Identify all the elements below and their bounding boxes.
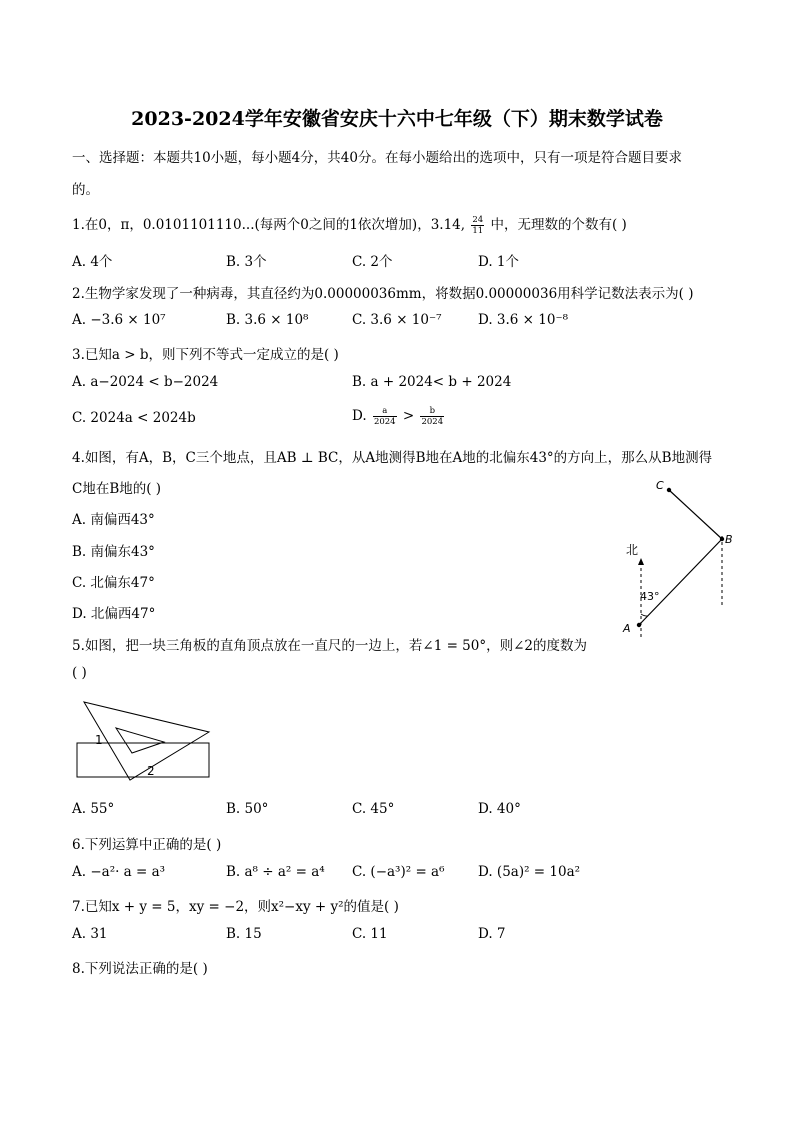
frac-b-numerator: b — [420, 406, 444, 417]
question-6-option-d[interactable]: D. (5a)² = 10a² — [478, 864, 581, 880]
question-5-option-d[interactable]: D. 40° — [478, 801, 521, 817]
question-1-stem-text: 1.在0，π，0.0101101110...(每两个0之间的1依次增加)，3.14, — [72, 217, 466, 233]
angle-label: 43° — [640, 590, 660, 603]
point-b-label: B — [725, 533, 733, 546]
point-c — [667, 488, 671, 492]
north-label: 北 — [626, 543, 639, 557]
question-3-option-d-frac-b — [420, 406, 444, 427]
question-5-stem-line1: 5.如图，把一块三角板的直角顶点放在一直尺的一边上，若∠1 = 50°，则∠2的度数为 — [72, 638, 588, 654]
question-4-stem-line1: 4.如图，有A，B，C三个地点，且AB ⊥ BC，从A地测得B地在A地的北偏东43°的方向上，那么从B地测得 — [72, 450, 713, 466]
question-1-option-c[interactable]: C. 2个 — [352, 254, 393, 270]
question-7-option-a[interactable]: A. 31 — [72, 926, 108, 942]
angle-arc — [641, 614, 648, 616]
question-3-option-d-sign: > — [402, 408, 415, 424]
question-3-option-d-label: D. — [352, 408, 367, 424]
point-a — [637, 623, 641, 627]
point-a-label: A — [623, 622, 631, 635]
frac-b-denominator: 2024 — [421, 417, 444, 427]
north-arrow-icon — [638, 558, 644, 565]
question-4-option-c[interactable]: C. 北偏东47° — [72, 575, 155, 591]
question-4-option-a[interactable]: A. 南偏西43° — [72, 512, 155, 528]
question-2-option-c[interactable]: C. 3.6 × 10⁻⁷ — [352, 312, 442, 328]
section-header-line2: 的。 — [72, 182, 99, 198]
question-8-stem: 8.下列说法正确的是( ) — [72, 961, 208, 977]
question-4-figure — [610, 470, 750, 640]
question-5-stem-line2: ( ) — [72, 665, 87, 681]
question-2-option-b[interactable]: B. 3.6 × 10⁸ — [226, 312, 309, 328]
question-3-option-a[interactable]: A. a−2024 < b−2024 — [72, 374, 219, 390]
question-5-figure — [70, 695, 220, 785]
question-6-option-a[interactable]: A. −a²· a = a³ — [72, 864, 166, 880]
question-4-option-b[interactable]: B. 南偏东43° — [72, 544, 155, 560]
page-title: 2023-2024学年安徽省安庆十六中七年级（下）期末数学试卷 — [131, 108, 663, 130]
question-1-option-b[interactable]: B. 3个 — [226, 254, 267, 270]
question-2-stem: 2.生物学家发现了一种病毒，其直径约为0.00000036mm，将数据0.00000036用科学记数法表示为( ) — [72, 286, 694, 302]
question-1-fraction — [471, 215, 484, 236]
point-c-label: C — [656, 479, 664, 492]
point-b — [720, 537, 724, 541]
question-7-option-c[interactable]: C. 11 — [352, 926, 388, 942]
question-3-option-c[interactable]: C. 2024a < 2024b — [72, 410, 196, 426]
question-3-stem: 3.已知a > b，则下列不等式一定成立的是( ) — [72, 347, 339, 363]
triangle-ruler-inner — [116, 728, 164, 753]
question-4-option-d[interactable]: D. 北偏西47° — [72, 606, 156, 622]
question-5-option-a[interactable]: A. 55° — [72, 801, 115, 817]
question-6-option-b[interactable]: B. a⁸ ÷ a² = a⁴ — [226, 864, 325, 880]
question-1-fraction-denominator: 11 — [472, 226, 484, 236]
question-2-option-d[interactable]: D. 3.6 × 10⁻⁸ — [478, 312, 569, 328]
question-6-option-c[interactable]: C. (−a³)² = a⁶ — [352, 864, 445, 880]
question-1-stem-end: 中，无理数的个数有( ) — [490, 217, 627, 233]
question-1-option-a[interactable]: A. 4个 — [72, 254, 113, 270]
question-1-stem — [72, 213, 627, 236]
question-2-option-a[interactable]: A. −3.6 × 10⁷ — [72, 312, 166, 328]
question-7-option-d[interactable]: D. 7 — [478, 926, 506, 942]
frac-a-denominator: 2024 — [373, 417, 396, 427]
segment-bc — [669, 490, 722, 539]
section-header-line1: 一、选择题：本题共10小题，每小题4分，共40分。在每小题给出的选项中，只有一项是符合题目要求 — [72, 150, 682, 166]
question-3-option-d-frac-a — [373, 406, 397, 427]
question-7-stem: 7.已知x + y = 5，xy = −2，则x²−xy + y²的值是( ) — [72, 899, 399, 915]
angle-1-label: 1 — [95, 733, 103, 747]
question-1-option-d[interactable]: D. 1个 — [478, 254, 520, 270]
question-1-fraction-numerator: 24 — [472, 215, 484, 225]
question-5-option-b[interactable]: B. 50° — [226, 801, 269, 817]
question-7-option-b[interactable]: B. 15 — [226, 926, 262, 942]
question-6-stem: 6.下列运算中正确的是( ) — [72, 837, 222, 853]
frac-a-numerator: a — [373, 406, 397, 417]
question-4-stem-line2: C地在B地的( ) — [72, 481, 162, 497]
angle-2-label: 2 — [147, 764, 155, 778]
segment-ab — [639, 539, 722, 625]
question-3-option-b[interactable]: B. a + 2024< b + 2024 — [352, 374, 512, 390]
question-3-option-d[interactable] — [352, 406, 446, 427]
question-5-option-c[interactable]: C. 45° — [352, 801, 395, 817]
